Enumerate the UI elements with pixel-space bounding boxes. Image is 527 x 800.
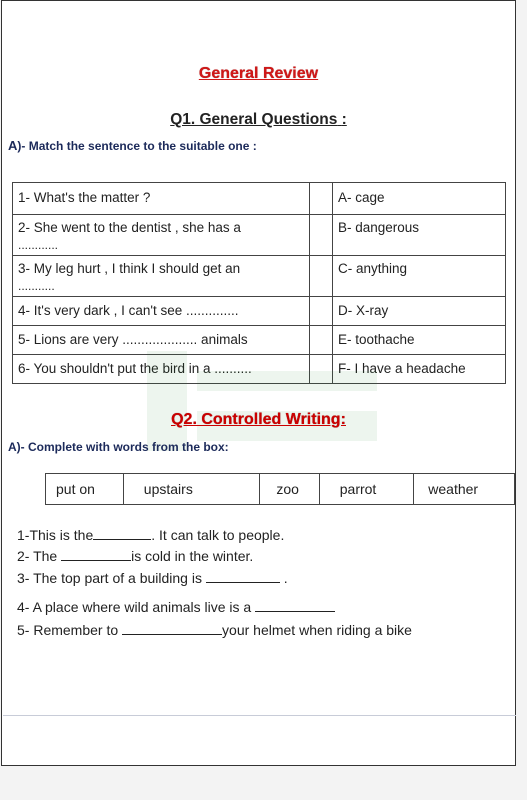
match-option: E- toothache xyxy=(333,326,506,355)
page-title: General Review xyxy=(198,65,319,82)
sentence-1 xyxy=(17,527,284,543)
match-sentence: 6- You shouldn't put the bird in a .......... xyxy=(13,355,310,384)
sentence-5 xyxy=(17,622,412,638)
q1-instruction-letter: A xyxy=(8,138,18,153)
q1-heading-text: Q1. General Questions xyxy=(170,111,338,128)
match-option-cell xyxy=(333,215,506,256)
word-box-item: weather xyxy=(414,474,515,505)
q1-heading xyxy=(2,111,515,129)
match-option: D- X-ray xyxy=(333,297,506,326)
word-box-item: upstairs xyxy=(123,474,260,505)
sentence-3-end: . xyxy=(279,570,288,586)
match-sentence: 3- My leg hurt , I think I should get an xyxy=(18,261,241,276)
match-sentence: 4- It's very dark , I can't see .............. xyxy=(13,297,310,326)
divider xyxy=(3,715,516,716)
q2-heading: Q2. Controlled Writing: xyxy=(171,411,346,428)
match-sentence-dots: ............ xyxy=(18,238,59,252)
word-box-item: zoo xyxy=(260,474,319,505)
sentence-2 xyxy=(17,548,253,564)
sentence-2-end: is cold in the winter. xyxy=(131,548,254,564)
answer-blank-4[interactable] xyxy=(255,599,335,612)
q1-instruction xyxy=(8,138,257,153)
answer-blank-2[interactable] xyxy=(61,548,131,561)
q1-instruction-text: )- Match the sentence to the suitable one : xyxy=(17,139,257,153)
match-sentence-dots: ........... xyxy=(18,279,55,293)
sentence-5-start: 5- Remember to xyxy=(17,622,123,638)
sentence-4-start: 4- A place where wild animals live is a xyxy=(17,599,256,615)
match-sentence-cell xyxy=(13,256,310,297)
table-row xyxy=(13,215,506,256)
match-option-cell xyxy=(333,256,506,297)
match-option: C- anything xyxy=(338,261,408,276)
answer-blank-3[interactable] xyxy=(206,570,280,583)
answer-cell[interactable] xyxy=(310,297,333,326)
sentence-3-start: 3- The top part of a building is xyxy=(17,570,206,586)
sentence-4 xyxy=(17,599,335,615)
sentence-3 xyxy=(17,570,288,586)
answer-blank-5[interactable] xyxy=(122,622,222,635)
answer-blank-1[interactable] xyxy=(93,527,151,540)
word-box-item: parrot xyxy=(319,474,414,505)
q1-heading-colon: : xyxy=(341,111,347,128)
answer-cell[interactable] xyxy=(310,256,333,297)
match-sentence: 5- Lions are very .................... animals xyxy=(13,326,310,355)
table-row xyxy=(13,256,506,297)
table-row xyxy=(13,183,506,215)
sentence-1-end: . It can talk to people. xyxy=(151,527,285,543)
match-sentence: 2- She went to the dentist , she has a xyxy=(18,220,241,235)
match-sentence-cell xyxy=(13,215,310,256)
match-option: A- cage xyxy=(333,183,506,215)
sentence-1-start: 1-This is the xyxy=(17,527,94,543)
answer-cell[interactable] xyxy=(310,183,333,215)
table-row xyxy=(13,297,506,326)
word-box xyxy=(45,473,515,505)
word-box-row xyxy=(46,474,515,505)
worksheet-page xyxy=(1,0,516,766)
sentence-2-start: 2- The xyxy=(17,548,62,564)
match-option: F- I have a headache xyxy=(333,355,506,384)
sentence-5-end: your helmet when riding a bike xyxy=(222,622,412,638)
match-sentence: 1- What's the matter ? xyxy=(13,183,310,215)
word-box-item: put on xyxy=(46,474,124,505)
match-option: B- dangerous xyxy=(338,220,420,235)
answer-cell[interactable] xyxy=(310,215,333,256)
q2-instruction: A)- Complete with words from the box: xyxy=(8,440,229,454)
